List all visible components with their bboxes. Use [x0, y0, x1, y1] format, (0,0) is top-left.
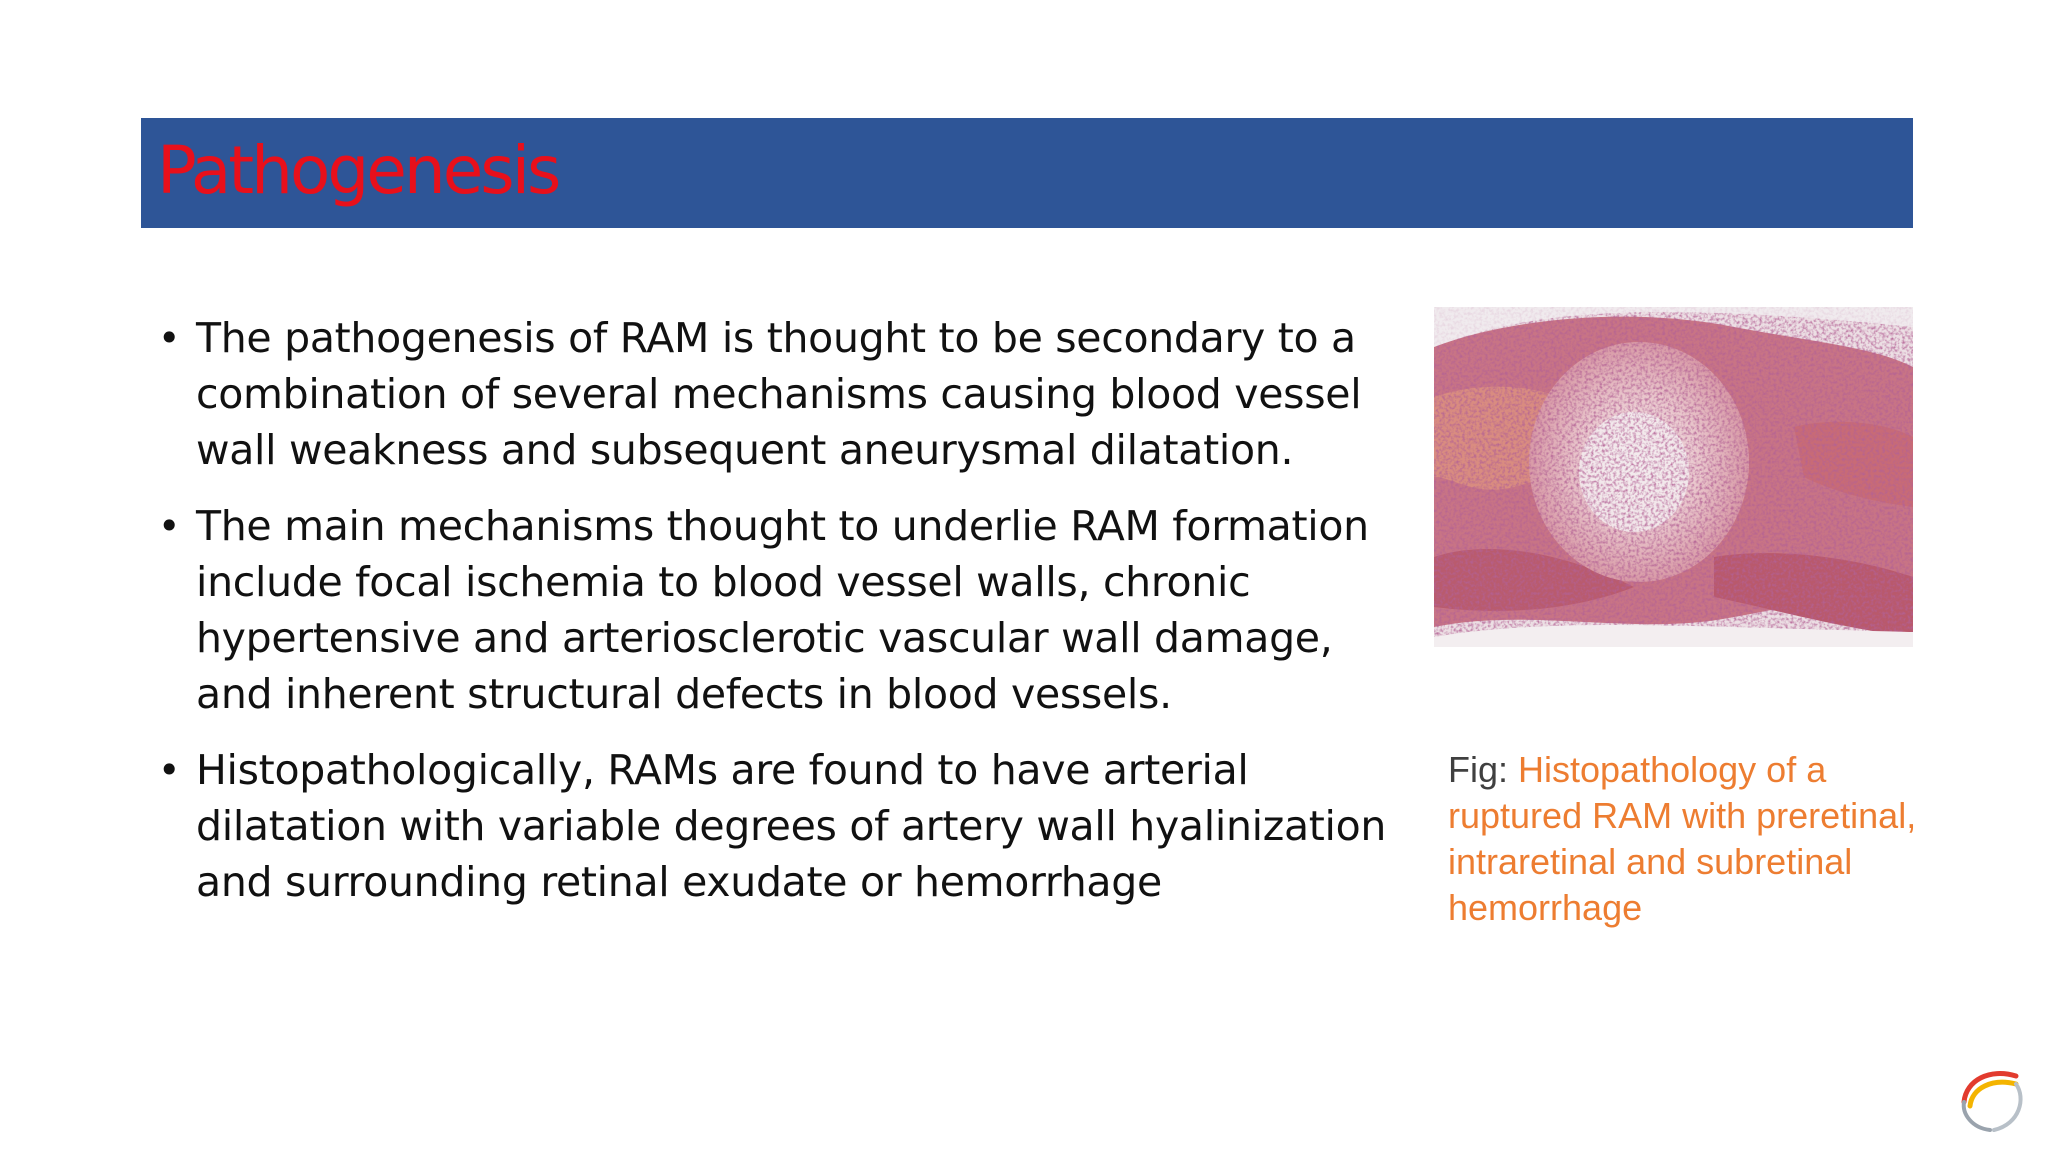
bullet-item: [150, 498, 1400, 722]
rainbow-arc-logo-icon: [1950, 1058, 2030, 1138]
bullet-text: Histopathologically, RAMs are found to have arterial dilatation with variable degrees of artery wall hyalinization and surrounding retinal exudate or hemorrhage: [196, 746, 1387, 906]
bullet-list: [150, 310, 1400, 930]
bullet-dot-icon: •: [158, 748, 181, 792]
bullet-item: [150, 742, 1400, 910]
figure-caption: [1448, 747, 1918, 931]
bullet-dot-icon: •: [158, 504, 181, 548]
title-bar: [141, 118, 1913, 228]
caption-prefix: Fig:: [1448, 749, 1519, 790]
caption-text: Histopathology of a ruptured RAM with preretinal, intraretinal and subretinal hemorrhage: [1448, 749, 1917, 928]
bullet-dot-icon: •: [158, 316, 181, 360]
slide-title: Pathogenesis: [157, 132, 559, 209]
histopathology-image: [1434, 307, 1913, 647]
bullet-text: The main mechanisms thought to underlie RAM formation include focal ischemia to blood vessel walls, chronic hypertensive and arteriosclerotic vascular wall damage, and inherent structural defects in blood vessels.: [196, 502, 1369, 718]
bullet-item: [150, 310, 1400, 478]
bullet-text: The pathogenesis of RAM is thought to be secondary to a combination of several mechanisms causing blood vessel wall weakness and subsequent aneurysmal dilatation.: [196, 314, 1362, 474]
